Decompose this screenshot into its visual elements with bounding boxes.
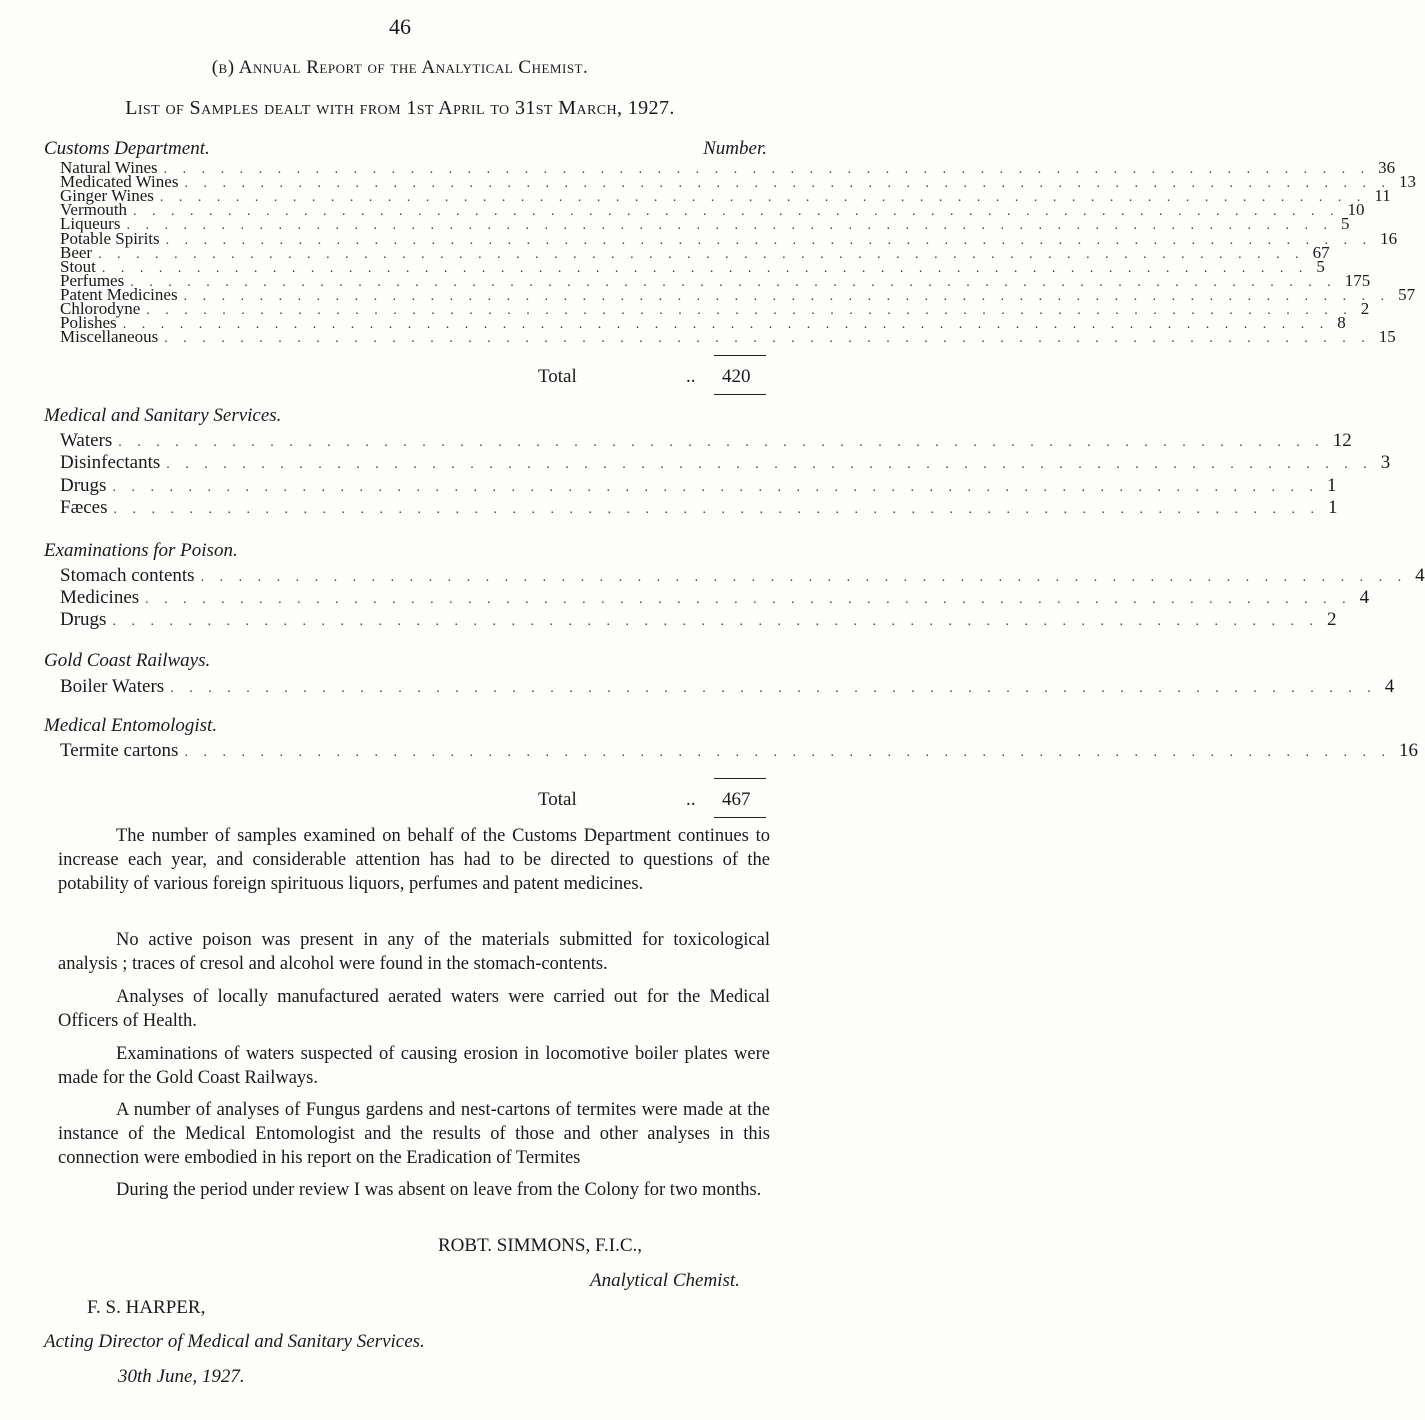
customs-total-value: 420	[722, 366, 751, 387]
leader-dots: . . . . . . . . . . . . . . . . . . . . . . . . . . . . . . . . . . . . . . . . . . . . . . . . . . . . . . . . . . . . . . . .	[112, 614, 1319, 629]
list-item	[60, 676, 1395, 700]
total-rule	[714, 817, 766, 818]
grand-total-value: 467	[722, 789, 751, 810]
item-count: 12	[1332, 430, 1352, 451]
leader-dots: . . . . . . . . . . . . . . . . . . . . . . . . . . . . . . . . . . . . . . . . . . . . . . . . . . . . . . . . . . . . . . . .	[113, 501, 1320, 517]
item-count: 13	[1398, 172, 1416, 192]
item-count: 8	[1337, 313, 1346, 333]
paragraph-poison: No active poison was present in any of the materials submitted for toxicological analysis ; traces of cresol and alcohol were found in the stomach-contents.	[58, 930, 770, 974]
subtotal-rule	[714, 778, 766, 779]
item-count: 11	[1374, 186, 1391, 206]
countersignatory-title: Acting Director of Medical and Sanitary Services.	[44, 1331, 425, 1352]
list-item	[60, 496, 1338, 521]
list-item	[60, 256, 1325, 276]
paragraph-boiler-waters: Examinations of waters suspected of causing erosion in locomotive boiler plates were made for the Gold Coast Railways.	[58, 1044, 770, 1088]
leader-dots: . . . . . . . . . . . . . . . . . . . . . . . . . . . . . . . . . . . . . . . . . . . . . . . . . . . . . . . . . . . . . . . .	[126, 218, 1333, 234]
item-label: Boiler Waters	[60, 676, 165, 697]
signatory-title: Analytical Chemist.	[590, 1270, 740, 1291]
countersignatory-name: F. S. HARPER,	[87, 1297, 206, 1318]
signatory-name: ROBT. SIMMONS, F.I.C.,	[438, 1235, 643, 1256]
report-heading: (b) Annual Report of the Analytical Chemist.	[211, 57, 589, 78]
list-item	[60, 740, 1418, 764]
leader-dots: . . . . . . . . . . . . . . . . . . . . . . . . . . . . . . . . . . . . . . . . . . . . . . . . . . . . . . . . . . . . . . . .	[146, 303, 1353, 318]
leader-dots: . . . . . . . . . . . . . . . . . . . . . . . . . . . . . . . . . . . . . . . . . . . . . . . . . . . . . . . . . . . . . . . .	[112, 479, 1319, 495]
grand-total-dots: ..	[686, 789, 696, 810]
list-item	[60, 474, 1337, 499]
item-count: 16	[1380, 228, 1398, 248]
item-label: Liqueurs	[60, 214, 121, 234]
leader-dots: . . . . . . . . . . . . . . . . . . . . . . . . . . . . . . . . . . . . . . . . . . . . . . . . . . . . . . . . . . . . . . . .	[145, 592, 1352, 607]
item-count: 2	[1326, 609, 1337, 630]
item-label: Waters	[60, 430, 113, 451]
leader-dots: . . . . . . . . . . . . . . . . . . . . . . . . . . . . . . . . . . . . . . . . . . . . . . . . . . . . . . . . . . . . . . . .	[122, 317, 1330, 333]
customs-section-title: Customs Department.	[44, 138, 210, 159]
item-count: 4	[1359, 587, 1370, 608]
item-count: 1	[1326, 474, 1337, 496]
item-label: Perfumes	[60, 270, 125, 290]
paragraph-termites: A number of analyses of Fungus gardens and nest-cartons of termites were made at the instance of the Medical Entomologist and the results of those and other analyses in this connection were embodied in his report on the Eradication of Termites	[58, 1100, 770, 1168]
item-count: 36	[1378, 158, 1396, 177]
item-label: Disinfectants	[60, 452, 161, 474]
leader-dots: . . . . . . . . . . . . . . . . . . . . . . . . . . . . . . . . . . . . . . . . . . . . . . . . . . . . . . . . . . . . . . . .	[118, 435, 1325, 450]
report-date: 30th June, 1927.	[118, 1366, 245, 1387]
list-item	[60, 186, 1391, 206]
item-count: 5	[1340, 214, 1350, 234]
railways-section-title: Gold Coast Railways.	[44, 650, 211, 671]
leader-dots: . . . . . . . . . . . . . . . . . . . . . . . . . . . . . . . . . . . . . . . . . . . . . . . . . . . . . . . . . . . . . . . .	[133, 204, 1340, 220]
item-count: 3	[1380, 452, 1391, 474]
item-label: Natural Wines	[60, 158, 158, 177]
leader-dots: . . . . . . . . . . . . . . . . . . . . . . . . . . . . . . . . . . . . . . . . . . . . . . . . . . . . . . . . . . . . . . . .	[170, 681, 1377, 696]
item-label: Chlorodyne	[60, 299, 141, 318]
item-label: Fæces	[60, 496, 108, 518]
item-count: 4	[1415, 565, 1425, 586]
list-item	[60, 565, 1425, 589]
list-item	[60, 430, 1352, 454]
list-item	[60, 228, 1398, 248]
item-label: Stomach contents	[60, 565, 195, 586]
list-item	[60, 587, 1370, 611]
leader-dots: . . . . . . . . . . . . . . . . . . . . . . . . . . . . . . . . . . . . . . . . . . . . . . . . . . . . . . . . . . . . . . . .	[163, 162, 1371, 177]
poison-section-title: Examinations for Poison.	[44, 540, 238, 561]
item-label: Potable Spirits	[60, 228, 160, 248]
item-count: 16	[1398, 740, 1418, 761]
list-item	[60, 200, 1365, 220]
list-item	[60, 214, 1350, 234]
item-label: Vermouth	[60, 200, 128, 220]
subtotal-rule	[714, 355, 766, 356]
leader-dots: . . . . . . . . . . . . . . . . . . . . . . . . . . . . . . . . . . . . . . . . . . . . . . . . . . . . . . . . . . . . . . . .	[184, 176, 1391, 192]
item-label: Beer	[60, 242, 93, 262]
leader-dots: . . . . . . . . . . . . . . . . . . . . . . . . . . . . . . . . . . . . . . . . . . . . . . . . . . . . . . . . . . . . . . . .	[200, 570, 1408, 585]
customs-total-dots: ..	[686, 366, 696, 387]
list-item	[60, 313, 1346, 333]
paragraph-aerated-waters: Analyses of locally manufactured aerated waters were carried out for the Medical Officers of Health.	[58, 987, 770, 1031]
item-label: Termite cartons	[60, 740, 179, 761]
total-rule	[714, 394, 766, 395]
list-subheading: List of Samples dealt with from 1st April to 31st March, 1927.	[125, 97, 675, 119]
item-count: 175	[1344, 270, 1371, 290]
leader-dots: . . . . . . . . . . . . . . . . . . . . . . . . . . . . . . . . . . . . . . . . . . . . . . . . . . . . . . . . . . . . . . . .	[184, 745, 1391, 760]
leader-dots: . . . . . . . . . . . . . . . . . . . . . . . . . . . . . . . . . . . . . . . . . . . . . . . . . . . . . . . . . . . . . . . .	[183, 288, 1391, 304]
leader-dots: . . . . . . . . . . . . . . . . . . . . . . . . . . . . . . . . . . . . . . . . . . . . . . . . . . . . . . . . . . . . . . . .	[130, 274, 1337, 290]
list-item	[60, 609, 1337, 633]
list-item	[60, 284, 1416, 304]
list-item	[60, 452, 1391, 476]
item-label: Patent Medicines	[60, 284, 178, 304]
item-count: 5	[1316, 256, 1325, 276]
item-count: 1	[1328, 496, 1338, 518]
leader-dots: . . . . . . . . . . . . . . . . . . . . . . . . . . . . . . . . . . . . . . . . . . . . . . . . . . . . . . . . . . . . . . . .	[165, 232, 1373, 248]
item-label: Drugs	[60, 609, 107, 630]
paragraph-leave: During the period under review I was absent on leave from the Colony for two months.	[116, 1180, 762, 1200]
page-number: 46	[389, 14, 411, 39]
leader-dots: . . . . . . . . . . . . . . . . . . . . . . . . . . . . . . . . . . . . . . . . . . . . . . . . . . . . . . . . . . . . . . . .	[159, 190, 1367, 206]
leader-dots: . . . . . . . . . . . . . . . . . . . . . . . . . . . . . . . . . . . . . . . . . . . . . . . . . . . . . . . . . . . . . . . .	[101, 260, 1309, 276]
item-count: 10	[1347, 200, 1365, 220]
item-count: 57	[1398, 284, 1416, 304]
item-label: Medicated Wines	[60, 172, 179, 192]
item-count: 67	[1312, 242, 1330, 262]
item-label: Miscellaneous	[60, 327, 159, 347]
list-item	[60, 299, 1370, 318]
list-item	[60, 242, 1330, 262]
medical-section-title: Medical and Sanitary Services.	[44, 405, 282, 426]
list-item	[60, 172, 1416, 192]
item-label: Drugs	[60, 474, 107, 496]
item-label: Ginger Wines	[60, 186, 154, 206]
leader-dots: . . . . . . . . . . . . . . . . . . . . . . . . . . . . . . . . . . . . . . . . . . . . . . . . . . . . . . . . . . . . . . . .	[166, 457, 1373, 473]
item-label: Polishes	[60, 313, 117, 333]
leader-dots: . . . . . . . . . . . . . . . . . . . . . . . . . . . . . . . . . . . . . . . . . . . . . . . . . . . . . . . . . . . . . . . .	[164, 331, 1371, 347]
entomologist-section-title: Medical Entomologist.	[44, 715, 218, 736]
item-count: 2	[1360, 299, 1370, 318]
customs-total-label: Total	[538, 366, 577, 387]
item-label: Stout	[60, 256, 96, 276]
item-count: 4	[1384, 676, 1395, 697]
number-column-header: Number.	[703, 138, 767, 159]
item-count: 15	[1378, 327, 1396, 347]
item-label: Medicines	[60, 587, 140, 608]
list-item	[60, 327, 1396, 347]
paragraph-customs: The number of samples examined on behalf of the Customs Department continues to increase each year, and considerable attention has had to be directed to questions of the potability of various foreign spirituous liquors, perfumes and patent medicines.	[58, 826, 770, 894]
leader-dots: . . . . . . . . . . . . . . . . . . . . . . . . . . . . . . . . . . . . . . . . . . . . . . . . . . . . . . . . . . . . . . . .	[98, 246, 1305, 262]
grand-total-label: Total	[538, 789, 577, 810]
